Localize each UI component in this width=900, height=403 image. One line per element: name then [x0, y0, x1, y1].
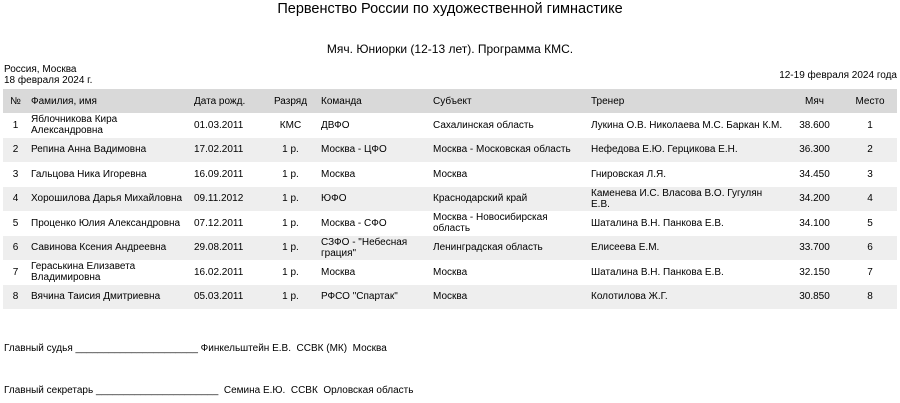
cell-name: Савинова Ксения Андреевна — [28, 236, 191, 261]
cell-region: Москва - Новосибирская область — [433, 212, 548, 235]
cell-rank: 1 р. — [263, 285, 318, 310]
cell-number: 8 — [3, 285, 28, 310]
column-header-place: Место — [843, 89, 897, 113]
table-row — [3, 260, 897, 285]
cell-team: СЗФО - "Небесная грация" — [318, 236, 430, 261]
cell-name: Яблочникова Кира Александровна — [31, 114, 118, 137]
cell-ball-score: 34.200 — [786, 187, 843, 212]
chief-secretary-line: Главный секретарь ______________________ Семина Е.Ю. ССВК Орловская область — [4, 385, 414, 396]
cell-place: 5 — [867, 217, 873, 229]
cell-number: 5 — [12, 217, 19, 229]
cell-ball-score: 38.600 — [799, 119, 830, 131]
cell-birthdate: 16.09.2011 — [194, 168, 244, 180]
cell-ball-score: 36.300 — [786, 138, 843, 163]
cell-region: Москва — [433, 266, 468, 278]
cell-team: ЮФО — [318, 187, 430, 212]
cell-birthdate: 07.12.2011 — [194, 217, 244, 229]
cell-ball-score: 30.850 — [786, 285, 843, 310]
cell-coach: Колотилова Ж.Г. — [588, 285, 786, 310]
cell-name: Хорошилова Дарья Михайловна — [28, 187, 191, 212]
cell-name: Репина Анна Вадимовна — [28, 138, 191, 163]
cell-place: 1 — [867, 119, 873, 131]
cell-team: ДВФО — [321, 119, 350, 131]
table-row — [3, 187, 897, 212]
cell-coach: Лукина О.В. Николаева М.С. Баркан К.М. — [591, 119, 783, 131]
cell-rank: КМС — [279, 119, 302, 131]
chief-judge-line: Главный судья ______________________ Финкельштейн Е.В. ССВК (МК) Москва — [4, 343, 387, 354]
cell-birthdate: 17.02.2011 — [191, 138, 263, 163]
column-header-region: Субъект — [430, 89, 588, 113]
cell-region: Москва — [433, 168, 468, 180]
cell-number: 6 — [3, 236, 28, 261]
cell-coach: Нефедова Е.Ю. Герцикова Е.Н. — [588, 138, 786, 163]
cell-rank: 1 р. — [263, 187, 318, 212]
cell-birthdate: 29.08.2011 — [191, 236, 263, 261]
cell-number: 3 — [12, 168, 19, 180]
cell-ball-score: 32.150 — [799, 266, 830, 278]
cell-region: Сахалинская область — [433, 119, 534, 131]
cell-place: 7 — [867, 266, 873, 278]
cell-coach: Гнировская Л.Я. — [591, 168, 666, 180]
cell-place: 8 — [843, 285, 897, 310]
cell-region: Ленинградская область — [430, 236, 588, 261]
cell-birthdate: 01.03.2011 — [194, 119, 244, 131]
table-row — [3, 211, 897, 236]
cell-coach: Шаталина В.Н. Панкова Е.В. — [591, 217, 724, 229]
cell-team: Москва — [321, 266, 356, 278]
results-table — [3, 89, 897, 309]
cell-region: Москва — [430, 285, 588, 310]
cell-place: 2 — [843, 138, 897, 163]
cell-team: Москва — [321, 168, 356, 180]
document-subtitle: Мяч. Юниорки (12-13 лет). Программа КМС. — [326, 42, 574, 56]
event-city: Россия, Москва — [4, 64, 77, 75]
document-title: Первенство России по художественной гимнастике — [277, 1, 623, 17]
cell-ball-score: 34.100 — [799, 217, 830, 229]
table-row — [3, 138, 897, 163]
table-row — [3, 113, 897, 138]
table-row — [3, 236, 897, 261]
column-header-ball-score: Мяч — [786, 89, 843, 113]
cell-place: 4 — [843, 187, 897, 212]
cell-coach: Каменева И.С. Власова В.О. Гугулян Е.В. — [588, 187, 786, 212]
cell-team: РФСО "Спартак" — [318, 285, 430, 310]
cell-ball-score: 34.450 — [799, 168, 830, 180]
cell-birthdate: 09.11.2012 — [191, 187, 263, 212]
cell-name: Вячина Таисия Дмитриевна — [28, 285, 191, 310]
column-header-team: Команда — [318, 89, 430, 113]
column-header-birthdate: Дата рожд. — [191, 89, 263, 113]
table-header-row — [3, 89, 897, 113]
cell-place: 6 — [843, 236, 897, 261]
cell-name: Проценко Юлия Александровна — [31, 217, 181, 229]
cell-rank: 1 р. — [282, 168, 299, 180]
cell-region: Краснодарский край — [430, 187, 588, 212]
cell-number: 1 — [12, 119, 19, 131]
cell-team: Москва - ЦФО — [318, 138, 430, 163]
cell-birthdate: 05.03.2011 — [191, 285, 263, 310]
cell-number: 2 — [3, 138, 28, 163]
cell-team: Москва - СФО — [321, 217, 387, 229]
event-place — [4, 64, 92, 86]
cell-place: 3 — [867, 168, 873, 180]
column-header-coach: Тренер — [588, 89, 786, 113]
cell-rank: 1 р. — [282, 266, 299, 278]
column-header-rank: Разряд — [263, 89, 318, 113]
cell-rank: 1 р. — [263, 138, 318, 163]
cell-region: Москва - Московская область — [430, 138, 588, 163]
cell-number: 4 — [3, 187, 28, 212]
cell-name: Гераськина Елизавета Владимировна — [31, 261, 136, 284]
cell-ball-score: 33.700 — [786, 236, 843, 261]
cell-name: Гальцова Ника Игоревна — [31, 168, 147, 180]
cell-birthdate: 16.02.2011 — [194, 266, 244, 278]
cell-coach: Елисеева Е.М. — [588, 236, 786, 261]
column-header-name: Фамилия, имя — [28, 89, 191, 113]
table-row — [3, 285, 897, 310]
cell-rank: 1 р. — [263, 236, 318, 261]
column-header-number: № — [3, 89, 28, 113]
cell-number: 7 — [12, 266, 19, 278]
event-date: 18 февраля 2024 г. — [4, 75, 93, 86]
cell-coach: Шаталина В.Н. Панкова Е.В. — [591, 266, 724, 278]
event-date-range: 12-19 февраля 2024 года — [779, 70, 897, 81]
table-row — [3, 162, 897, 187]
cell-rank: 1 р. — [282, 217, 299, 229]
